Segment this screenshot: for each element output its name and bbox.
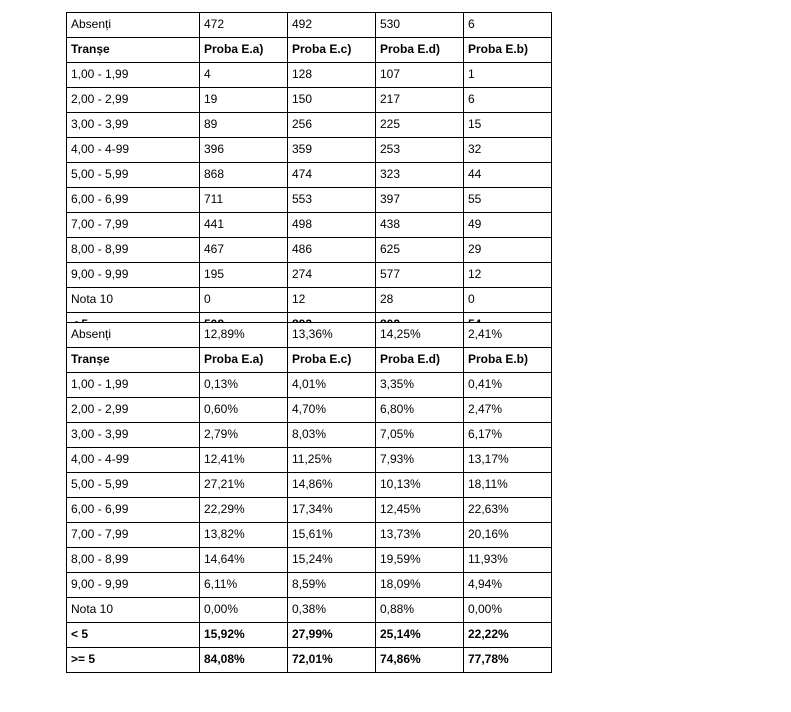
table-row xyxy=(67,598,552,623)
row-value: 15 xyxy=(464,113,552,138)
column-header-row xyxy=(67,348,552,373)
row-label: 3,00 - 3,99 xyxy=(67,113,200,138)
absent-row-label: Absenți xyxy=(67,323,200,348)
row-value: 12,45% xyxy=(376,498,464,523)
row-value: 28 xyxy=(376,288,464,313)
row-value: 11,93% xyxy=(464,548,552,573)
absent-row-value: 472 xyxy=(200,13,288,38)
row-value: 128 xyxy=(288,63,376,88)
absent-row-value: 530 xyxy=(376,13,464,38)
row-value: 4 xyxy=(200,63,288,88)
row-value: 441 xyxy=(200,213,288,238)
row-value: 11,25% xyxy=(288,448,376,473)
row-value: 19,59% xyxy=(376,548,464,573)
absent-row-value: 14,25% xyxy=(376,323,464,348)
table-row xyxy=(67,548,552,573)
row-value: 3,35% xyxy=(376,373,464,398)
row-value: 55 xyxy=(464,188,552,213)
absent-row-value: 2,41% xyxy=(464,323,552,348)
table-row xyxy=(67,88,552,113)
table-row xyxy=(67,473,552,498)
row-value: 2,79% xyxy=(200,423,288,448)
row-value: 77,78% xyxy=(464,648,552,673)
row-label: 1,00 - 1,99 xyxy=(67,63,200,88)
row-value: 625 xyxy=(376,238,464,263)
table-row xyxy=(67,213,552,238)
row-value: 150 xyxy=(288,88,376,113)
row-value: 6,80% xyxy=(376,398,464,423)
row-value: 4,70% xyxy=(288,398,376,423)
table-row xyxy=(67,423,552,448)
row-value: 4,94% xyxy=(464,573,552,598)
column-header-cell: Proba E.c) xyxy=(288,348,376,373)
absent-row-value: 12,89% xyxy=(200,323,288,348)
column-header-label: Tranșe xyxy=(67,38,200,63)
row-value: 10,13% xyxy=(376,473,464,498)
row-value: 7,05% xyxy=(376,423,464,448)
row-value: 19 xyxy=(200,88,288,113)
row-value: 72,01% xyxy=(288,648,376,673)
row-value: 274 xyxy=(288,263,376,288)
table-row xyxy=(67,63,552,88)
row-value: 0,41% xyxy=(464,373,552,398)
column-header-cell: Proba E.a) xyxy=(200,38,288,63)
row-value: 25,14% xyxy=(376,623,464,648)
row-value: 27,99% xyxy=(288,623,376,648)
row-value: 0,60% xyxy=(200,398,288,423)
counts-table xyxy=(66,12,552,363)
table-row xyxy=(67,238,552,263)
row-label: 2,00 - 2,99 xyxy=(67,88,200,113)
table-row xyxy=(67,523,552,548)
row-value: 12 xyxy=(464,263,552,288)
table-row xyxy=(67,263,552,288)
row-value: 225 xyxy=(376,113,464,138)
row-value: 107 xyxy=(376,63,464,88)
counts-table-body xyxy=(67,13,552,363)
table-row xyxy=(67,623,552,648)
row-value: 217 xyxy=(376,88,464,113)
table-row xyxy=(67,288,552,313)
row-value: 0,13% xyxy=(200,373,288,398)
row-value: 22,29% xyxy=(200,498,288,523)
absent-row-value: 13,36% xyxy=(288,323,376,348)
row-value: 7,93% xyxy=(376,448,464,473)
row-value: 22,22% xyxy=(464,623,552,648)
table-row xyxy=(67,398,552,423)
row-label: >= 5 xyxy=(67,648,200,673)
table-row xyxy=(67,138,552,163)
row-value: 18,11% xyxy=(464,473,552,498)
row-label: 4,00 - 4-99 xyxy=(67,138,200,163)
row-value: 0,38% xyxy=(288,598,376,623)
table-row xyxy=(67,373,552,398)
row-value: 253 xyxy=(376,138,464,163)
column-header-cell: Proba E.c) xyxy=(288,38,376,63)
row-value: 6,11% xyxy=(200,573,288,598)
percent-table xyxy=(66,322,552,673)
row-value: 553 xyxy=(288,188,376,213)
row-label: 6,00 - 6,99 xyxy=(67,188,200,213)
absent-row xyxy=(67,13,552,38)
table-row xyxy=(67,573,552,598)
row-label: Nota 10 xyxy=(67,598,200,623)
absent-row xyxy=(67,323,552,348)
row-label: 9,00 - 9,99 xyxy=(67,263,200,288)
row-label: 3,00 - 3,99 xyxy=(67,423,200,448)
column-header-row xyxy=(67,38,552,63)
table-row xyxy=(67,648,552,673)
row-value: 0 xyxy=(200,288,288,313)
row-value: 195 xyxy=(200,263,288,288)
row-value: 868 xyxy=(200,163,288,188)
row-label: 2,00 - 2,99 xyxy=(67,398,200,423)
row-value: 0 xyxy=(464,288,552,313)
row-value: 49 xyxy=(464,213,552,238)
row-value: 396 xyxy=(200,138,288,163)
row-label: 1,00 - 1,99 xyxy=(67,373,200,398)
row-label: 5,00 - 5,99 xyxy=(67,473,200,498)
row-value: 498 xyxy=(288,213,376,238)
row-value: 0,00% xyxy=(200,598,288,623)
row-value: 711 xyxy=(200,188,288,213)
row-label: 6,00 - 6,99 xyxy=(67,498,200,523)
row-value: 323 xyxy=(376,163,464,188)
row-value: 13,17% xyxy=(464,448,552,473)
row-value: 13,82% xyxy=(200,523,288,548)
column-header-label: Tranșe xyxy=(67,348,200,373)
table-row xyxy=(67,163,552,188)
row-value: 15,92% xyxy=(200,623,288,648)
row-value: 12 xyxy=(288,288,376,313)
row-label: 8,00 - 8,99 xyxy=(67,548,200,573)
row-value: 438 xyxy=(376,213,464,238)
row-value: 13,73% xyxy=(376,523,464,548)
row-value: 84,08% xyxy=(200,648,288,673)
absent-row-value: 6 xyxy=(464,13,552,38)
row-label: 7,00 - 7,99 xyxy=(67,523,200,548)
row-label: 5,00 - 5,99 xyxy=(67,163,200,188)
row-value: 14,64% xyxy=(200,548,288,573)
row-value: 8,59% xyxy=(288,573,376,598)
row-value: 1 xyxy=(464,63,552,88)
row-label: 8,00 - 8,99 xyxy=(67,238,200,263)
row-value: 44 xyxy=(464,163,552,188)
row-value: 8,03% xyxy=(288,423,376,448)
column-header-cell: Proba E.b) xyxy=(464,38,552,63)
row-value: 2,47% xyxy=(464,398,552,423)
row-value: 17,34% xyxy=(288,498,376,523)
column-header-cell: Proba E.a) xyxy=(200,348,288,373)
row-label: < 5 xyxy=(67,623,200,648)
row-value: 15,61% xyxy=(288,523,376,548)
table-row xyxy=(67,188,552,213)
row-value: 0,00% xyxy=(464,598,552,623)
row-value: 20,16% xyxy=(464,523,552,548)
row-value: 29 xyxy=(464,238,552,263)
row-value: 474 xyxy=(288,163,376,188)
table-row xyxy=(67,498,552,523)
column-header-cell: Proba E.b) xyxy=(464,348,552,373)
row-value: 4,01% xyxy=(288,373,376,398)
row-label: Nota 10 xyxy=(67,288,200,313)
row-value: 0,88% xyxy=(376,598,464,623)
row-value: 27,21% xyxy=(200,473,288,498)
row-label: 9,00 - 9,99 xyxy=(67,573,200,598)
percent-table-body xyxy=(67,323,552,673)
row-value: 14,86% xyxy=(288,473,376,498)
row-value: 256 xyxy=(288,113,376,138)
row-value: 397 xyxy=(376,188,464,213)
table-row xyxy=(67,113,552,138)
column-header-cell: Proba E.d) xyxy=(376,38,464,63)
row-value: 18,09% xyxy=(376,573,464,598)
row-value: 74,86% xyxy=(376,648,464,673)
column-header-cell: Proba E.d) xyxy=(376,348,464,373)
row-value: 6 xyxy=(464,88,552,113)
row-value: 32 xyxy=(464,138,552,163)
absent-row-label: Absenți xyxy=(67,13,200,38)
row-label: 7,00 - 7,99 xyxy=(67,213,200,238)
row-value: 486 xyxy=(288,238,376,263)
table-row xyxy=(67,448,552,473)
row-value: 15,24% xyxy=(288,548,376,573)
row-value: 6,17% xyxy=(464,423,552,448)
row-value: 89 xyxy=(200,113,288,138)
absent-row-value: 492 xyxy=(288,13,376,38)
row-label: 4,00 - 4-99 xyxy=(67,448,200,473)
row-value: 12,41% xyxy=(200,448,288,473)
row-value: 22,63% xyxy=(464,498,552,523)
row-value: 467 xyxy=(200,238,288,263)
row-value: 359 xyxy=(288,138,376,163)
row-value: 577 xyxy=(376,263,464,288)
